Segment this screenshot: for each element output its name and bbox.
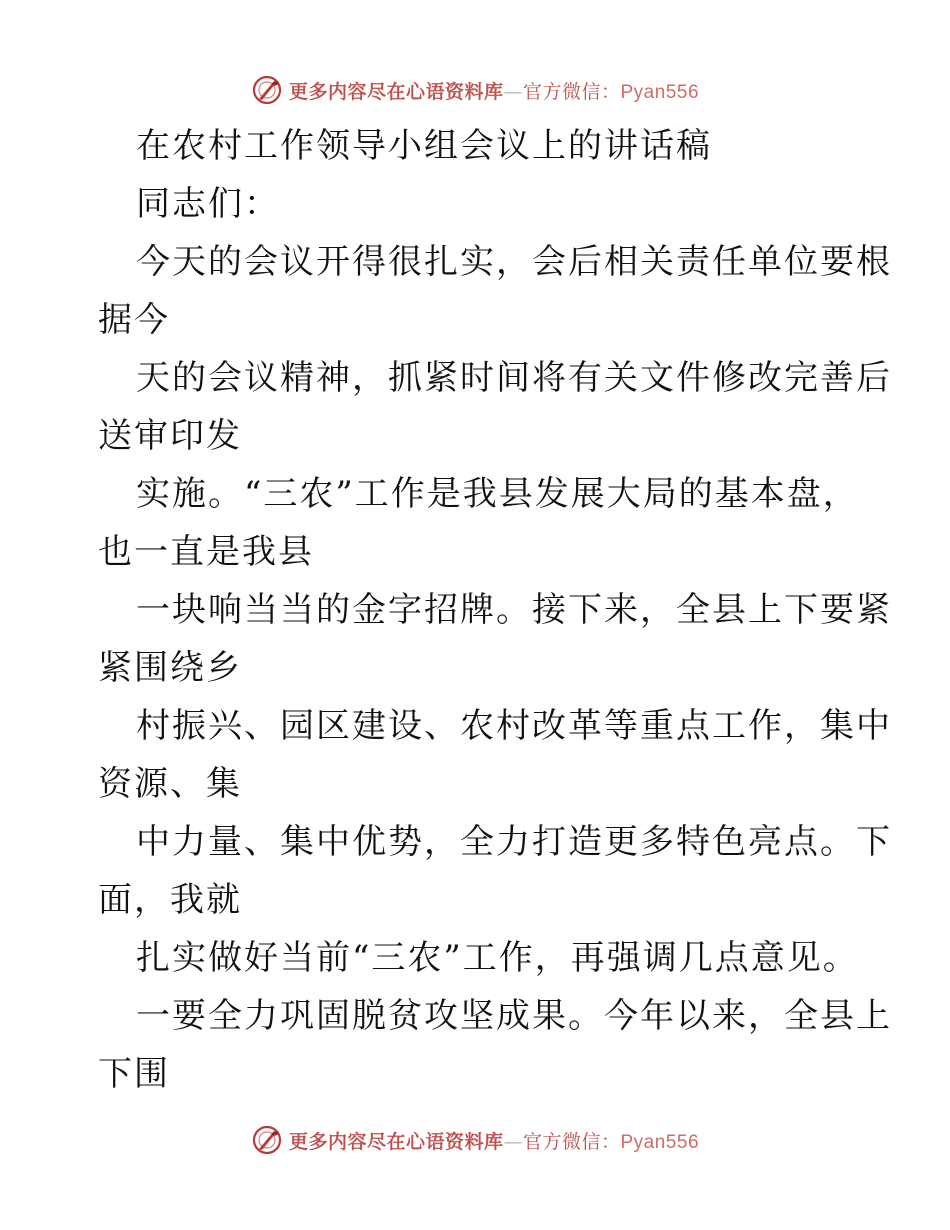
- watermark-group: [251, 74, 699, 106]
- document-line: 天的会议精神，抓紧时间将有关文件修改完善后: [136, 358, 892, 398]
- document-line: 紧围绕乡: [98, 648, 242, 688]
- watermark-id: Pyan556: [620, 1131, 700, 1153]
- watermark-group: [251, 1124, 699, 1156]
- document-line: 同志们：: [136, 184, 280, 224]
- header-watermark: [0, 72, 950, 108]
- document-line: 今天的会议开得很扎实，会后相关责任单位要根: [136, 242, 892, 282]
- document-line: 村振兴、园区建设、农村改革等重点工作，集中: [136, 706, 892, 746]
- document-line: 送审印发: [98, 416, 242, 456]
- document-line: 也一直是我县: [98, 532, 314, 572]
- watermark-suffix: 官方微信：: [522, 1130, 621, 1153]
- document-line: 一要全力巩固脱贫攻坚成果。今年以来，全县上: [136, 996, 892, 1036]
- document-line: 中力量、集中优势，全力打造更多特色亮点。下: [136, 822, 892, 862]
- document-line: 据今: [98, 300, 170, 340]
- document-line: 扎实做好当前“三农”工作，再强调几点意见。: [136, 938, 859, 978]
- footer-watermark: [0, 1122, 950, 1158]
- watermark-id: Pyan556: [620, 81, 700, 103]
- quill-logo-icon: [251, 1124, 283, 1156]
- quill-logo-icon: [251, 74, 283, 106]
- document-line: 在农村工作领导小组会议上的讲话稿: [136, 126, 712, 166]
- document-line: 面，我就: [98, 880, 242, 920]
- watermark-text: [289, 77, 699, 104]
- document-line: 下围: [98, 1054, 170, 1094]
- watermark-suffix: 官方微信：: [522, 80, 621, 103]
- watermark-dash: —: [503, 1130, 523, 1153]
- watermark-text: [289, 1127, 699, 1154]
- document-line: 一块响当当的金字招牌。接下来，全县上下要紧: [136, 590, 892, 630]
- document-line: 实施。“三农”工作是我县发展大局的基本盘，: [136, 474, 859, 514]
- watermark-brand: 更多内容尽在心语资料库: [288, 80, 504, 103]
- document-line: 资源、集: [98, 764, 242, 804]
- document-body: [0, 117, 950, 1103]
- watermark-brand: 更多内容尽在心语资料库: [288, 1130, 504, 1153]
- watermark-dash: —: [503, 80, 523, 103]
